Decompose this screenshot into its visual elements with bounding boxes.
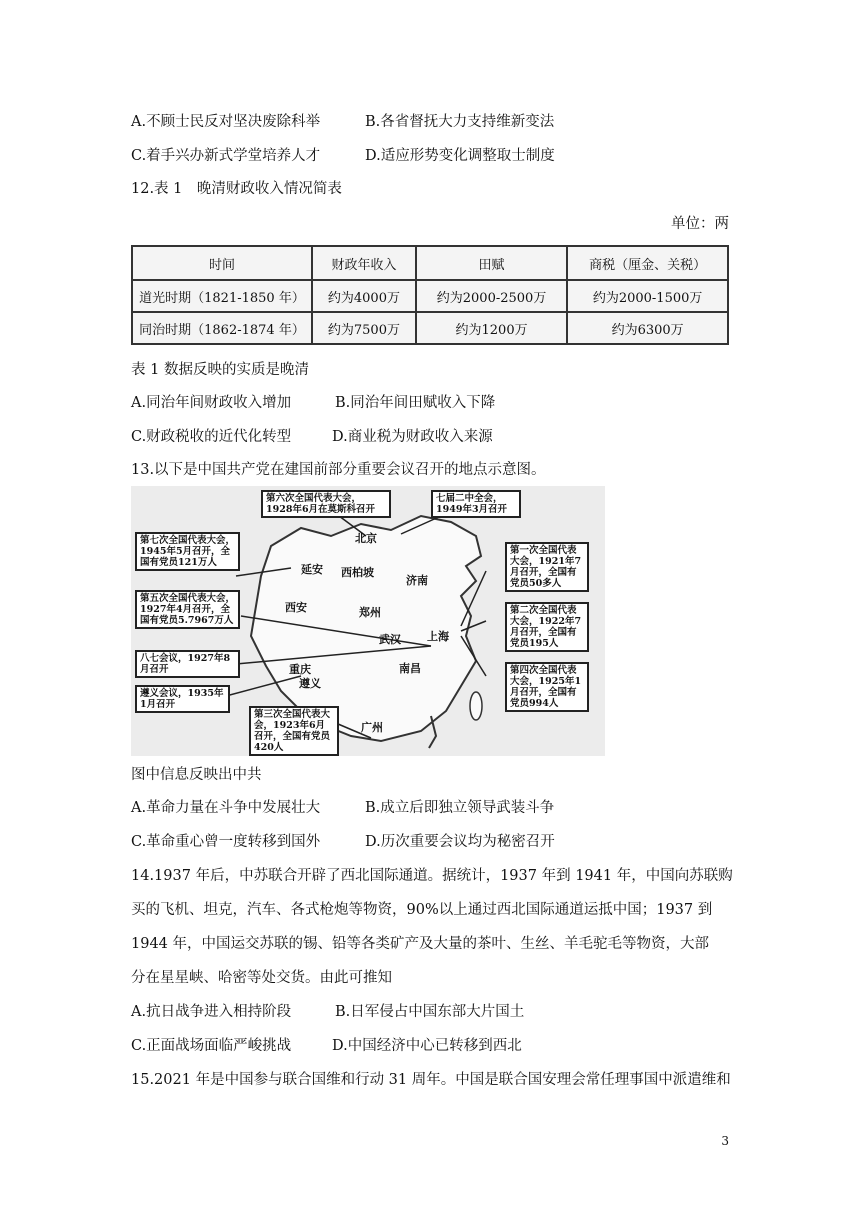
table-cell: 约为6300万	[567, 312, 728, 344]
q14-line-3: 1944 年，中国运交苏联的锡、铅等各类矿产及大量的茶叶、生丝、羊毛驼毛等物资，大部	[131, 936, 710, 952]
q14-option-b: B.日军侵占中国东部大片国土	[335, 1004, 525, 1020]
table-header-cell: 财政年收入	[312, 246, 416, 280]
q11-option-b: B.各省督抚大力支持维新变法	[365, 114, 555, 130]
city-guangzhou: 广州	[361, 721, 383, 734]
q11-option-c: C.着手兴办新式学堂培养人才	[131, 148, 321, 164]
second-congress-label: 第二次全国代表大会，1922年7月召开，全国有党员195人	[505, 602, 589, 652]
city-shanghai: 上海	[427, 630, 449, 643]
table-cell: 约为2000-2500万	[416, 280, 567, 312]
fifth-congress-label: 第五次全国代表大会，1927年4月召开，全国有党员5.7967万人	[135, 590, 240, 629]
q12-title: 12.表 1 晚清财政收入情况简表	[131, 181, 342, 197]
q13-option-a: A.革命力量在斗争中发展壮大	[131, 800, 321, 816]
q12-stem: 表 1 数据反映的实质是晚清	[131, 362, 309, 378]
table-header-cell: 田赋	[416, 246, 567, 280]
sixth-congress-label: 第六次全国代表大会，1928年6月在莫斯科召开	[261, 490, 391, 518]
table-row	[132, 312, 728, 344]
q12-option-c: C.财政税收的近代化转型	[131, 429, 292, 445]
table-cell: 约为1200万	[416, 312, 567, 344]
q14-option-d: D.中国经济中心已转移到西北	[332, 1038, 522, 1054]
city-xian: 西安	[285, 601, 307, 614]
q14-line-2: 买的飞机、坦克，汽车、各式枪炮等物资，90%以上通过西北国际通道运抵中国；1937 到	[131, 902, 713, 918]
city-jinan: 济南	[406, 574, 428, 587]
q12-option-a: A.同治年间财政收入增加	[131, 395, 292, 411]
city-wuhan: 武汉	[379, 633, 401, 646]
table-header-cell: 时间	[132, 246, 312, 280]
table-row	[132, 280, 728, 312]
q13-stem: 13.以下是中国共产党在建国前部分重要会议召开的地点示意图。	[131, 462, 546, 478]
q14-line-1: 14.1937 年后，中苏联合开辟了西北国际通道。据统计，1937 年到 1941 年，中国向苏联购	[131, 868, 733, 884]
finance-table	[131, 245, 729, 345]
seventh-congress-label: 第七次全国代表大会，1945年5月召开，全国有党员121万人	[135, 532, 240, 571]
city-zhengzhou: 郑州	[359, 606, 381, 619]
second-plenum-label: 七届二中全会，1949年3月召开	[431, 490, 521, 518]
page-number: 3	[721, 1134, 729, 1148]
third-congress-label: 第三次全国代表大会，1923年6月召开，全国有党员420人	[249, 706, 339, 756]
zunyi-meeting-label: 遵义会议，1935年1月召开	[135, 685, 230, 713]
q14-option-a: A.抗日战争进入相持阶段	[131, 1004, 292, 1020]
city-yanan: 延安	[301, 563, 323, 576]
q13-option-c: C.革命重心曾一度转移到国外	[131, 834, 321, 850]
q14-option-c: C.正面战场面临严峻挑战	[131, 1038, 292, 1054]
q13-option-b: B.成立后即独立领导武装斗争	[365, 800, 555, 816]
city-xibaipo: 西柏坡	[341, 566, 374, 579]
table-cell: 同治时期（1862-1874 年）	[132, 312, 312, 344]
table-cell: 约为4000万	[312, 280, 416, 312]
q14-line-4: 分在星星峡、哈密等处交货。由此可推知	[131, 970, 392, 986]
q13-option-d: D.历次重要会议均为秘密召开	[365, 834, 555, 850]
first-congress-label: 第一次全国代表大会，1921年7月召开，全国有党员50多人	[505, 542, 589, 592]
city-beijing: 北京	[355, 532, 377, 545]
city-zunyi: 遵义	[299, 677, 321, 690]
table-header-cell: 商税（厘金、关税）	[567, 246, 728, 280]
q11-option-d: D.适应形势变化调整取士制度	[365, 148, 555, 164]
table-cell: 约为2000-1500万	[567, 280, 728, 312]
q11-option-a: A.不顾士民反对坚决废除科举	[131, 114, 321, 130]
q13-prompt: 图中信息反映出中共	[131, 767, 262, 783]
table-header-row	[132, 246, 728, 280]
august-seventh-label: 八七会议，1927年8月召开	[135, 650, 240, 678]
city-chongqing: 重庆	[289, 663, 311, 676]
q15-line-1: 15.2021 年是中国参与联合国维和行动 31 周年。中国是联合国安理会常任理事国中派遣维和	[131, 1072, 731, 1088]
q12-option-b: B.同治年间田赋收入下降	[335, 395, 496, 411]
table-cell: 道光时期（1821-1850 年）	[132, 280, 312, 312]
q12-option-d: D.商业税为财政收入来源	[332, 429, 493, 445]
city-nanchang: 南昌	[399, 662, 421, 675]
q12-unit: 单位：两	[671, 216, 729, 232]
fourth-congress-label: 第四次全国代表大会，1925年1月召开，全国有党员994人	[505, 662, 589, 712]
cpc-meetings-map	[131, 486, 605, 756]
table-cell: 约为7500万	[312, 312, 416, 344]
